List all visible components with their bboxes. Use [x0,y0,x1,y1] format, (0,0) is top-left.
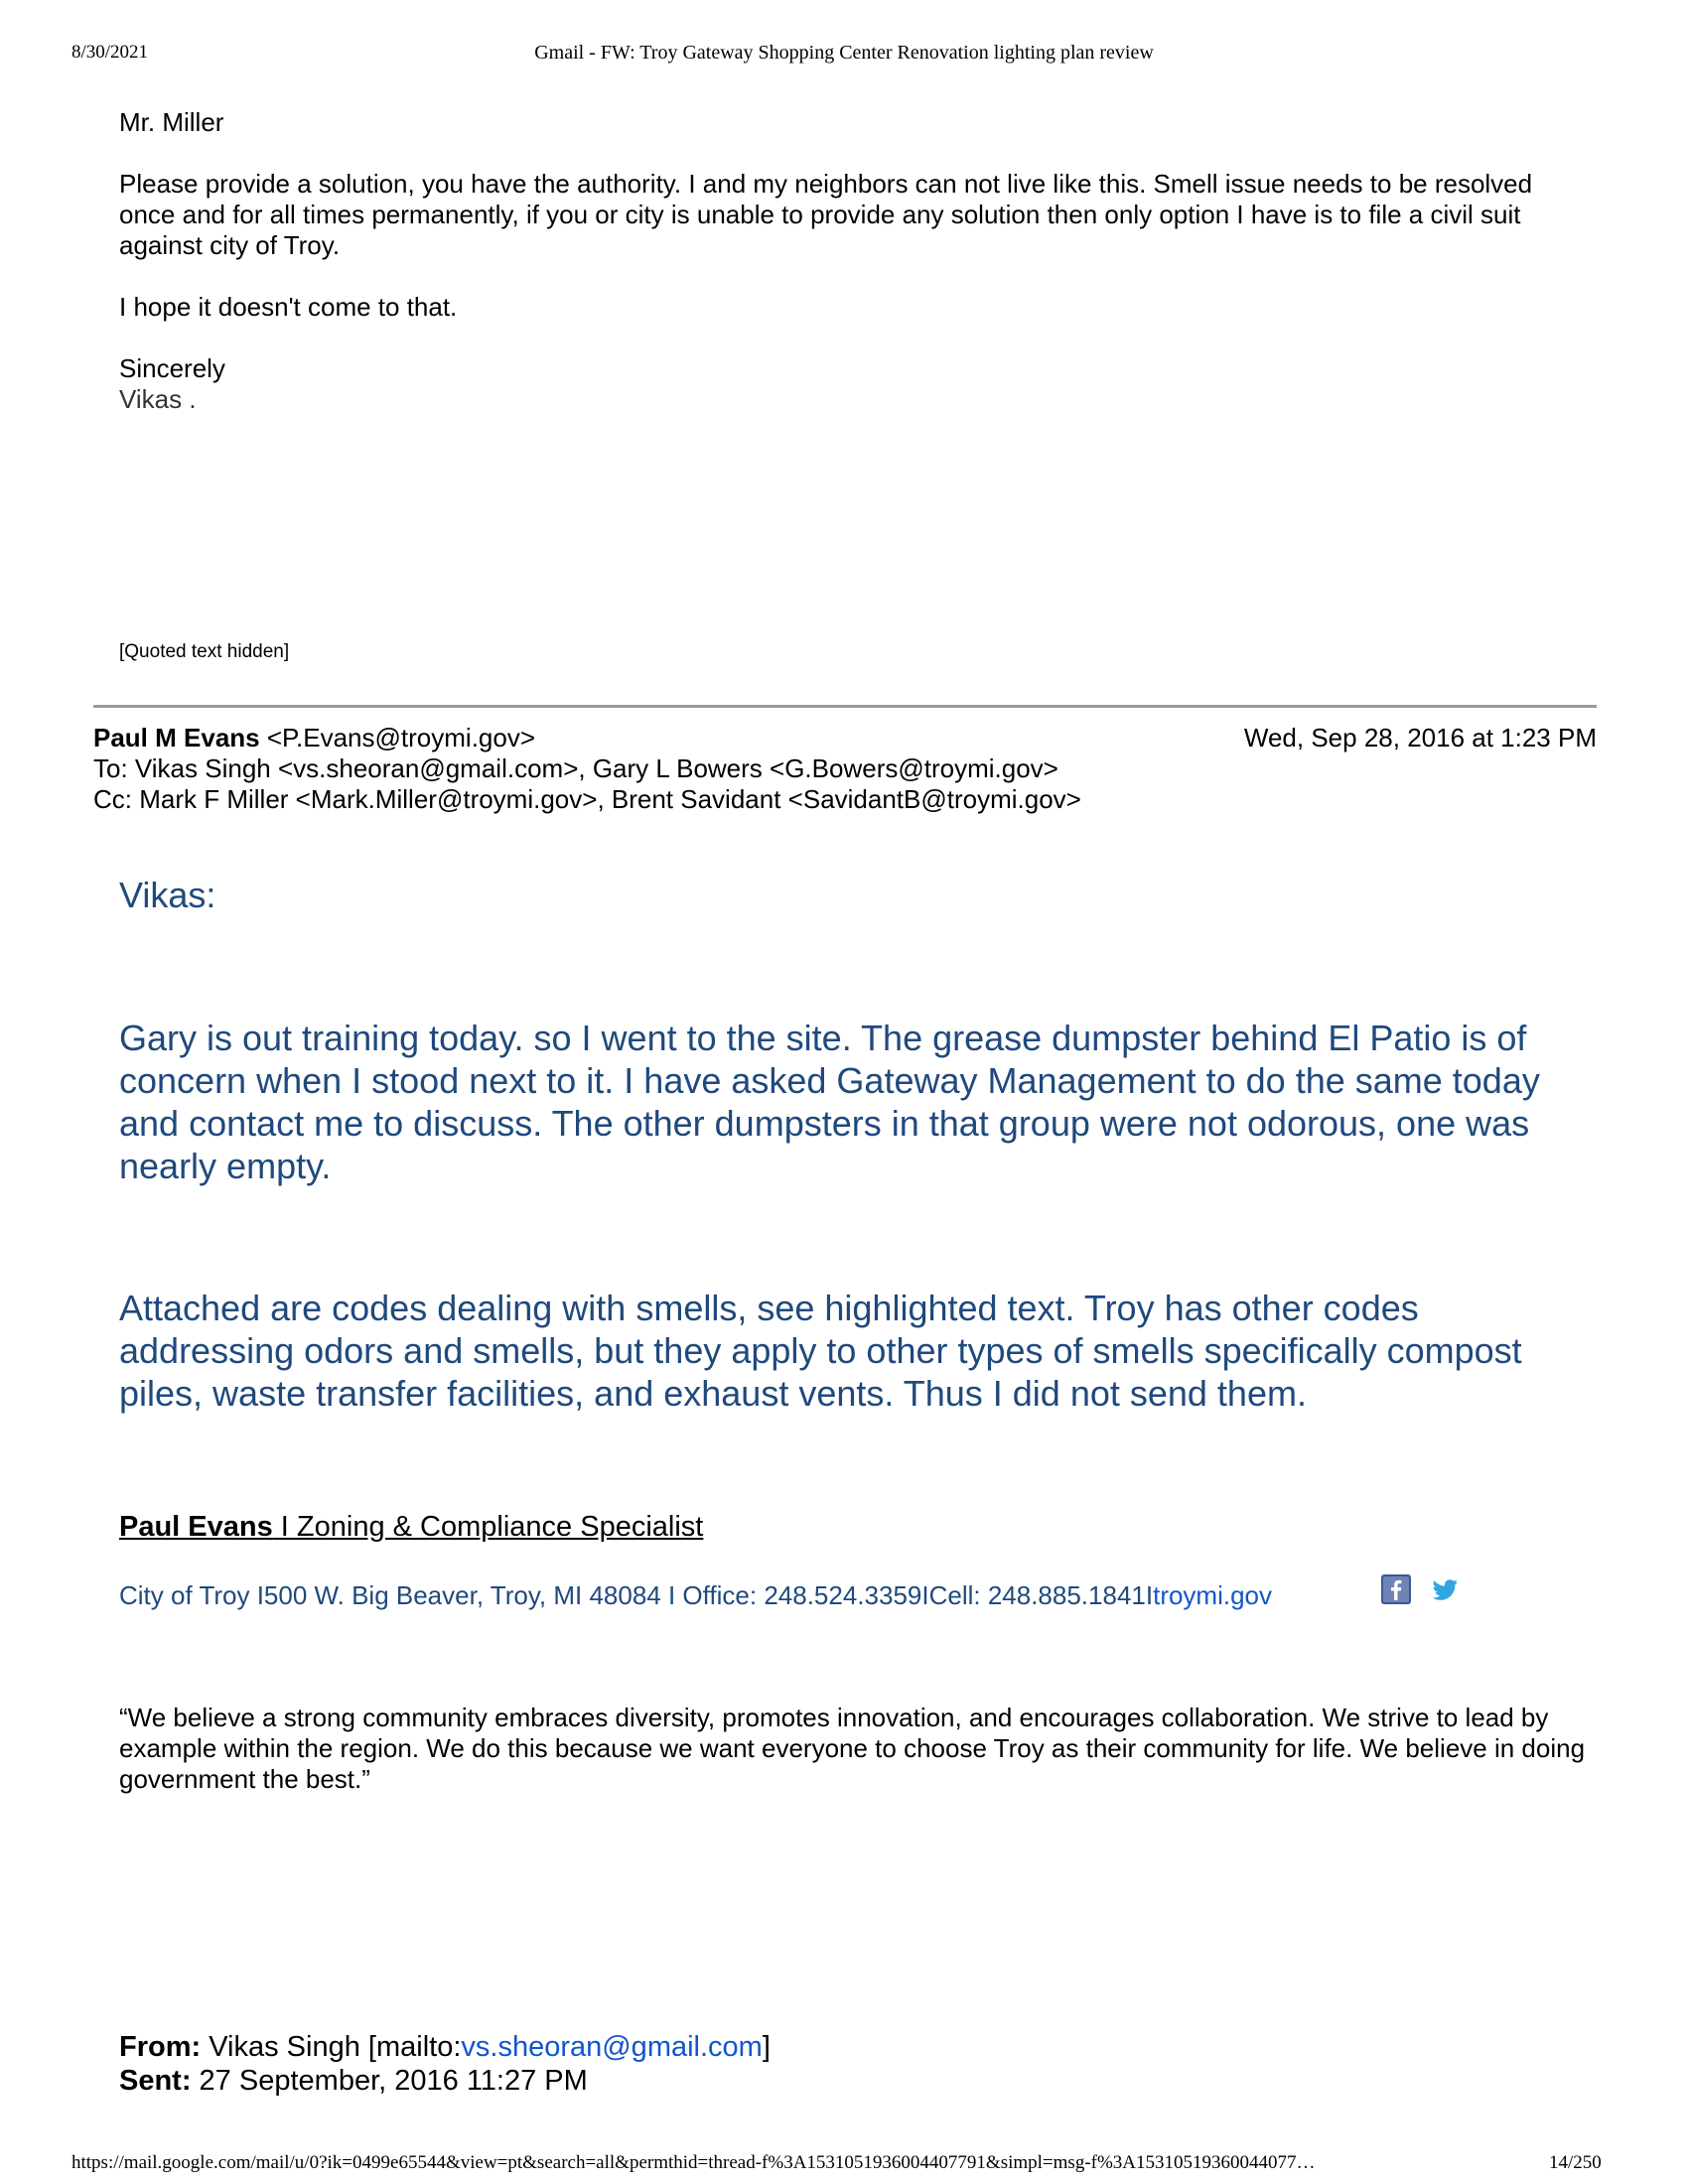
signature-title-line [119,1511,703,1544]
forwarded-from-email-link[interactable]: vs.sheoran@gmail.com [461,2031,763,2063]
message-divider [93,705,1597,708]
cc-recipients: Cc: Mark F Miller <Mark.Miller@troymi.gov>, Brent Savidant <SavidantB@troymi.gov> [93,784,1081,814]
print-url: https://mail.google.com/mail/u/0?ik=0499e65544&view=pt&search=all&permthid=thread-f%3A1531051936004407791&simpl=msg-f%3A15310519360044077… [71,2152,1316,2173]
forwarded-sent-row [119,2064,771,2098]
forwarded-sent-value: 27 September, 2016 11:27 PM [191,2065,588,2097]
previous-paragraph-1: Please provide a solution, you have the authority. I and my neighbors can not live like this. Smell issue needs to be resolved once and for all times permanently, if you or city is unable to provide any solution then only option I have is to file a civil suit against city of Troy. [119,169,1533,260]
signature-contact [119,1580,1272,1611]
forwarded-from-end: ] [762,2031,771,2063]
previous-message [119,107,1579,415]
message-paragraph-1: Gary is out training today. so I went to the site. The grease dumpster behind El Patio is of concern when I stood next to it. I have asked Gateway Management to do the same today and contact me to discuss. The other dumpsters in that group were not odorous, one was nearly empty. [119,1018,1540,1186]
signature-quote: “We believe a strong community embraces diversity, promotes innovation, and encourages collaboration. We strive to lead by example within the region. We do this because we want everyone to choose Troy as their community for life. We believe in doing government the best.” [119,1703,1586,1794]
message-header [93,723,1597,815]
facebook-icon[interactable] [1381,1574,1411,1604]
previous-signature: Vikas . [119,384,197,414]
previous-paragraph-2: I hope it doesn't come to that. [119,292,458,322]
forwarded-sent-label: Sent: [119,2065,192,2097]
previous-salutation: Mr. Miller [119,107,224,137]
forwarded-from-label: From: [119,2031,202,2063]
forwarded-header [119,2030,771,2098]
previous-closing: Sincerely [119,353,225,383]
print-date: 8/30/2021 [71,42,149,63]
sender-email: <P.Evans@troymi.gov> [266,723,536,752]
twitter-icon[interactable] [1430,1574,1460,1604]
print-title: Gmail - FW: Troy Gateway Shopping Center Renovation lighting plan review [534,42,1154,64]
message-date: Wed, Sep 28, 2016 at 1:23 PM [1243,723,1597,752]
to-recipients: To: Vikas Singh <vs.sheoran@gmail.com>, Gary L Bowers <G.Bowers@troymi.gov> [93,753,1058,783]
sender-name: Paul M Evans [93,723,260,752]
signature-name: Paul Evans [119,1511,273,1543]
quoted-text-hidden-toggle[interactable]: [Quoted text hidden] [119,641,290,662]
print-page-number: 14/250 [1549,2152,1602,2173]
message-paragraph-2: Attached are codes dealing with smells, see highlighted text. Troy has other codes addressing odors and smells, but they apply to other types of smells specifically compost piles, waste transfer facilities, and exhaust vents. Thus I did not send them. [119,1288,1522,1414]
signature-title: I Zoning & Compliance Specialist [272,1511,704,1543]
forwarded-from-row [119,2030,771,2064]
message-greeting: Vikas: [119,875,216,915]
website-link[interactable]: troymi.gov [1153,1580,1273,1610]
forwarded-from-name: Vikas Singh [mailto: [201,2031,462,2063]
signature-contact-text: City of Troy I500 W. Big Beaver, Troy, MI 48084 I Office: 248.524.3359ICell: 248.885.1841I [119,1580,1154,1610]
